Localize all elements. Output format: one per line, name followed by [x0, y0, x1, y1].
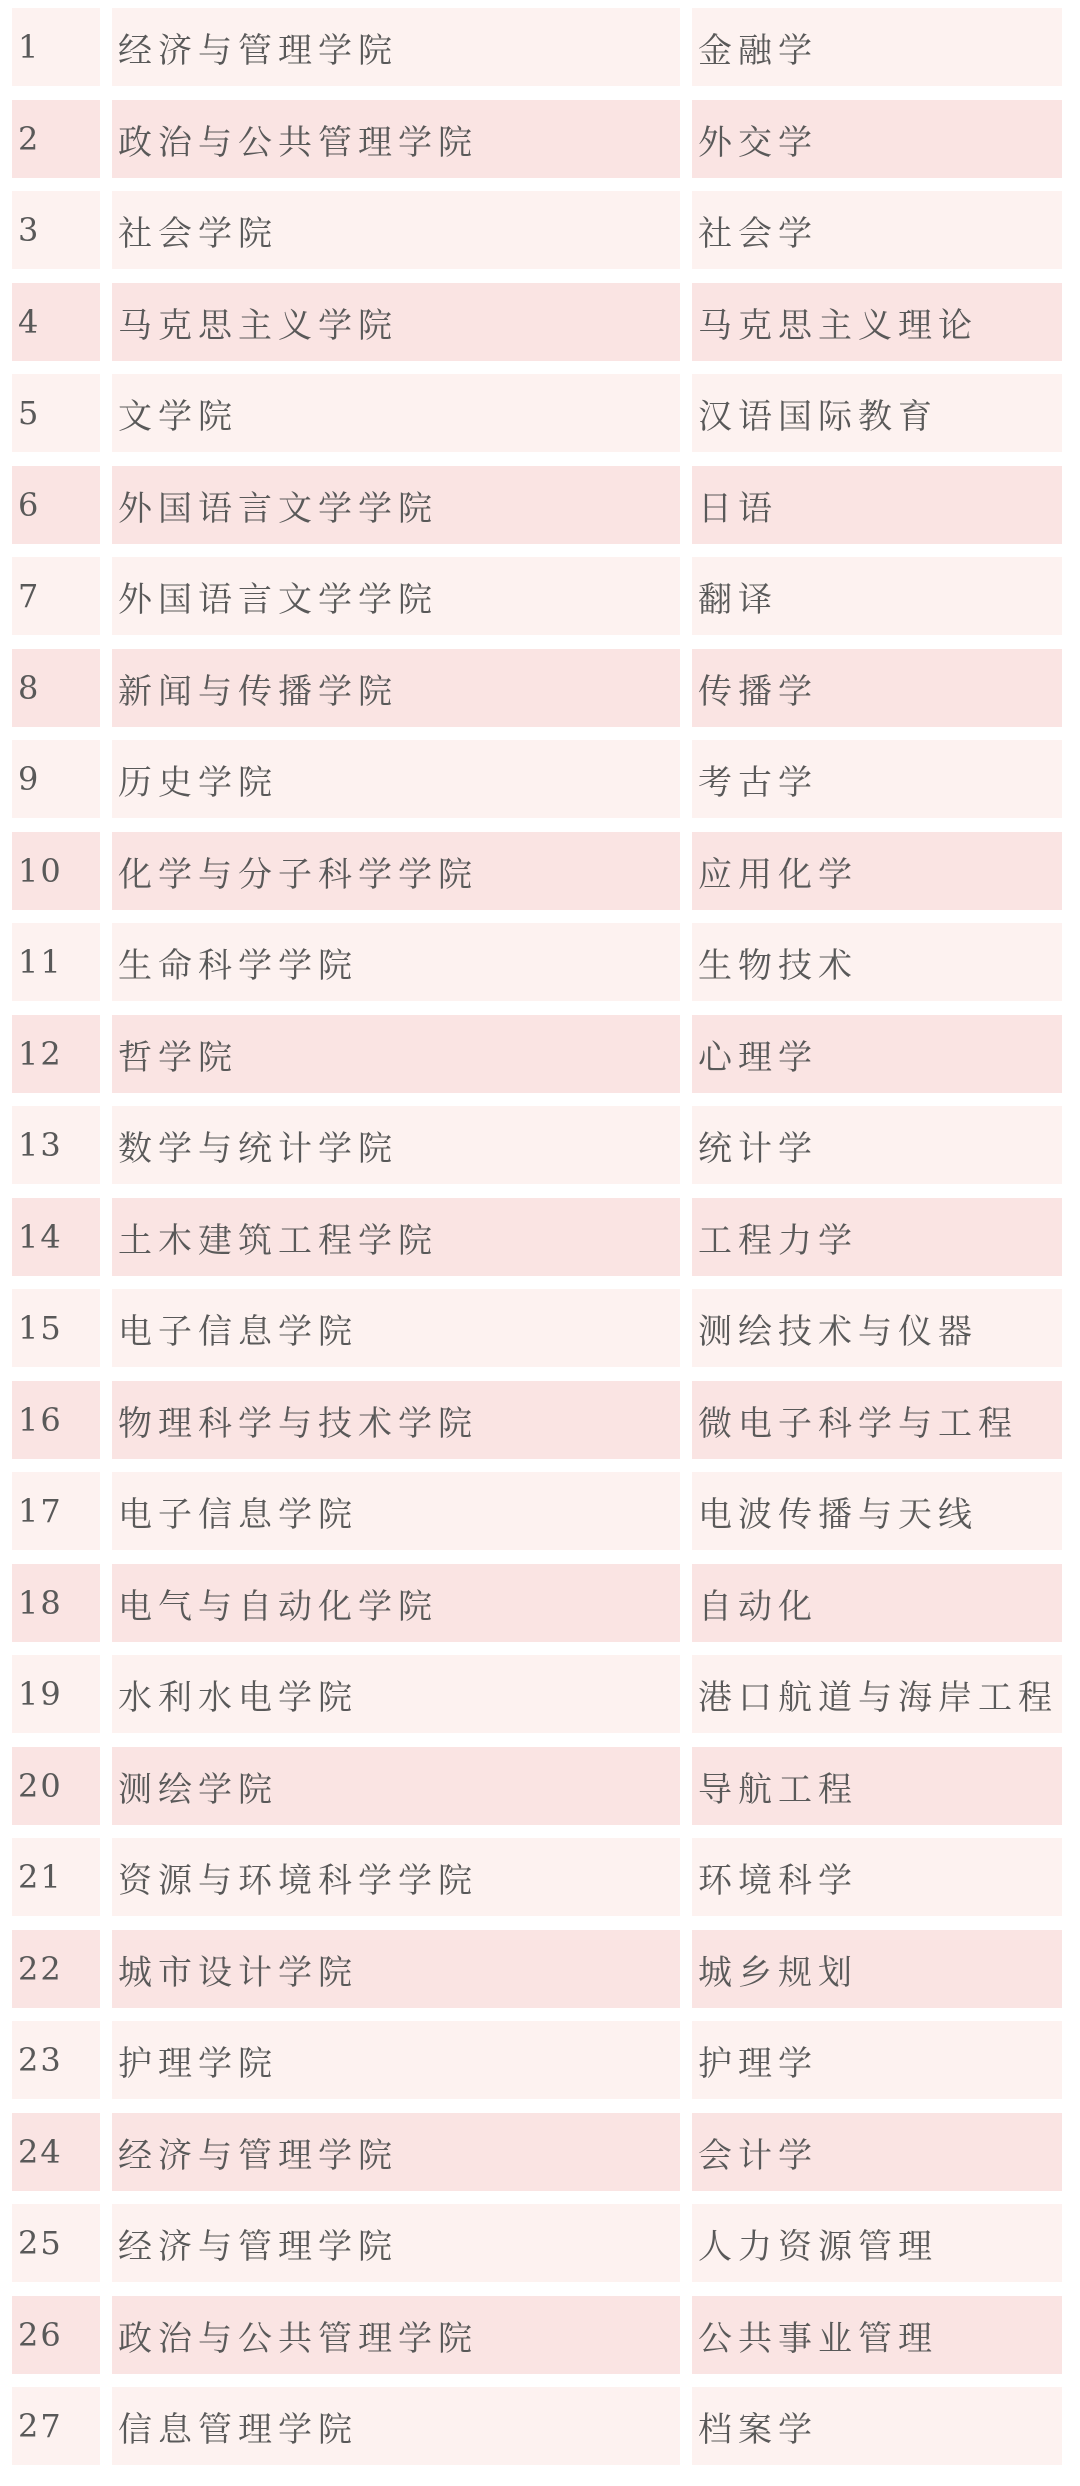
college-name: 经济与管理学院 — [112, 2113, 680, 2191]
college-name: 哲学院 — [112, 1015, 680, 1093]
college-name: 水利水电学院 — [112, 1655, 680, 1733]
table-row — [0, 466, 1080, 544]
table-row — [0, 2021, 1080, 2099]
row-number: 10 — [12, 832, 100, 910]
table-row — [0, 1472, 1080, 1550]
row-number: 25 — [12, 2204, 100, 2282]
college-name: 信息管理学院 — [112, 2387, 680, 2465]
row-number: 21 — [12, 1838, 100, 1916]
table-row — [0, 1930, 1080, 2008]
major-name: 护理学 — [692, 2021, 1062, 2099]
row-number: 8 — [12, 649, 100, 727]
table-row — [0, 1015, 1080, 1093]
major-name: 电波传播与天线 — [692, 1472, 1062, 1550]
major-name: 外交学 — [692, 100, 1062, 178]
row-number: 24 — [12, 2113, 100, 2191]
table-row — [0, 1381, 1080, 1459]
table-row — [0, 1838, 1080, 1916]
college-name: 数学与统计学院 — [112, 1106, 680, 1184]
table-row — [0, 1289, 1080, 1367]
major-name: 汉语国际教育 — [692, 374, 1062, 452]
major-name: 传播学 — [692, 649, 1062, 727]
row-number: 9 — [12, 740, 100, 818]
major-name: 港口航道与海岸工程 — [692, 1655, 1062, 1733]
row-number: 18 — [12, 1564, 100, 1642]
college-name: 测绘学院 — [112, 1747, 680, 1825]
college-name: 文学院 — [112, 374, 680, 452]
table-row — [0, 8, 1080, 86]
college-name: 电气与自动化学院 — [112, 1564, 680, 1642]
table-row — [0, 1564, 1080, 1642]
major-name: 社会学 — [692, 191, 1062, 269]
row-number: 6 — [12, 466, 100, 544]
table-row — [0, 740, 1080, 818]
college-name: 土木建筑工程学院 — [112, 1198, 680, 1276]
major-name: 应用化学 — [692, 832, 1062, 910]
row-number: 3 — [12, 191, 100, 269]
row-number: 17 — [12, 1472, 100, 1550]
college-name: 经济与管理学院 — [112, 8, 680, 86]
row-number: 12 — [12, 1015, 100, 1093]
college-name: 新闻与传播学院 — [112, 649, 680, 727]
row-number: 7 — [12, 557, 100, 635]
row-number: 4 — [12, 283, 100, 361]
table-row — [0, 1198, 1080, 1276]
row-number: 16 — [12, 1381, 100, 1459]
major-name: 马克思主义理论 — [692, 283, 1062, 361]
major-name: 心理学 — [692, 1015, 1062, 1093]
college-name: 政治与公共管理学院 — [112, 100, 680, 178]
major-name: 档案学 — [692, 2387, 1062, 2465]
college-name: 资源与环境科学学院 — [112, 1838, 680, 1916]
table-row — [0, 832, 1080, 910]
table-row — [0, 923, 1080, 1001]
table-row — [0, 2387, 1080, 2465]
college-name: 外国语言文学学院 — [112, 557, 680, 635]
major-name: 日语 — [692, 466, 1062, 544]
row-number: 14 — [12, 1198, 100, 1276]
college-name: 社会学院 — [112, 191, 680, 269]
row-number: 2 — [12, 100, 100, 178]
table-row — [0, 283, 1080, 361]
table-row — [0, 1655, 1080, 1733]
college-name: 物理科学与技术学院 — [112, 1381, 680, 1459]
table-row — [0, 1106, 1080, 1184]
college-name: 外国语言文学学院 — [112, 466, 680, 544]
table-row — [0, 191, 1080, 269]
college-name: 经济与管理学院 — [112, 2204, 680, 2282]
row-number: 22 — [12, 1930, 100, 2008]
table-row — [0, 2204, 1080, 2282]
row-number: 20 — [12, 1747, 100, 1825]
row-number: 23 — [12, 2021, 100, 2099]
major-name: 统计学 — [692, 1106, 1062, 1184]
major-name: 自动化 — [692, 1564, 1062, 1642]
major-name: 生物技术 — [692, 923, 1062, 1001]
college-name: 政治与公共管理学院 — [112, 2296, 680, 2374]
college-name: 城市设计学院 — [112, 1930, 680, 2008]
table-row — [0, 1747, 1080, 1825]
table-row — [0, 649, 1080, 727]
major-name: 人力资源管理 — [692, 2204, 1062, 2282]
major-name: 考古学 — [692, 740, 1062, 818]
college-name: 化学与分子科学学院 — [112, 832, 680, 910]
major-name: 金融学 — [692, 8, 1062, 86]
college-name: 生命科学学院 — [112, 923, 680, 1001]
major-name: 环境科学 — [692, 1838, 1062, 1916]
row-number: 15 — [12, 1289, 100, 1367]
table-row — [0, 100, 1080, 178]
row-number: 11 — [12, 923, 100, 1001]
major-name: 测绘技术与仪器 — [692, 1289, 1062, 1367]
major-name: 公共事业管理 — [692, 2296, 1062, 2374]
major-name: 会计学 — [692, 2113, 1062, 2191]
college-name: 历史学院 — [112, 740, 680, 818]
row-number: 19 — [12, 1655, 100, 1733]
row-number: 13 — [12, 1106, 100, 1184]
row-number: 1 — [12, 8, 100, 86]
table-row — [0, 557, 1080, 635]
major-name: 导航工程 — [692, 1747, 1062, 1825]
table-row — [0, 374, 1080, 452]
row-number: 27 — [12, 2387, 100, 2465]
row-number: 5 — [12, 374, 100, 452]
major-name: 翻译 — [692, 557, 1062, 635]
college-name: 电子信息学院 — [112, 1289, 680, 1367]
table-row — [0, 2296, 1080, 2374]
college-name: 护理学院 — [112, 2021, 680, 2099]
row-number: 26 — [12, 2296, 100, 2374]
college-name: 马克思主义学院 — [112, 283, 680, 361]
major-name: 工程力学 — [692, 1198, 1062, 1276]
major-name: 城乡规划 — [692, 1930, 1062, 2008]
college-name: 电子信息学院 — [112, 1472, 680, 1550]
table-row — [0, 2113, 1080, 2191]
major-name: 微电子科学与工程 — [692, 1381, 1062, 1459]
